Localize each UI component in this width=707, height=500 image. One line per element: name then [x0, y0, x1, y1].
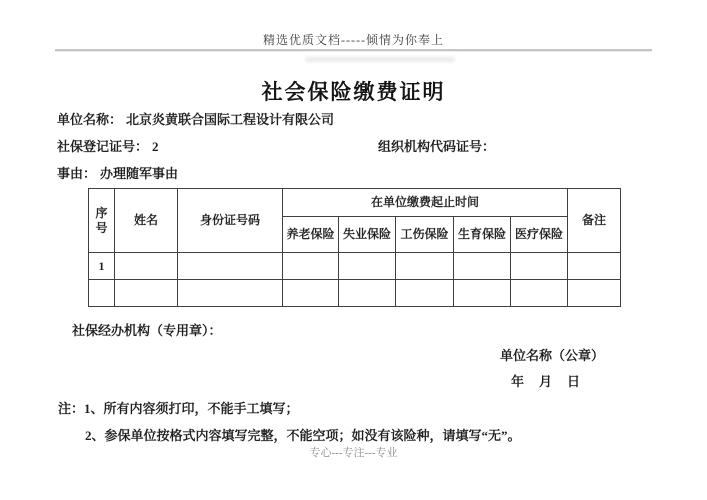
field-unit-name: [57, 109, 334, 128]
cell-remark: [568, 280, 621, 307]
note-line-1: 注：1、所有内容须打印，不能手工填写；: [58, 401, 299, 416]
reason-value: 办理随军事由: [100, 166, 179, 181]
cell-medical: [511, 253, 568, 280]
cell-injury: [396, 280, 454, 307]
cell-pension: [283, 280, 339, 307]
unit-name-value: 北京炎黄联合国际工程设计有限公司: [126, 112, 335, 127]
field-social-security-reg-no: [57, 136, 159, 155]
signature-date-line: 年 月 日: [511, 374, 582, 389]
cell-remark: [568, 253, 621, 280]
field-reason: [57, 163, 178, 182]
col-header-unemployment-insurance: 失业保险: [339, 217, 396, 253]
bottom-watermark: 专心---专注---专业: [309, 447, 398, 459]
cell-pension: [283, 253, 339, 280]
cell-maternity: [454, 280, 511, 307]
col-header-injury-insurance: 工伤保险: [396, 217, 454, 253]
page-title: 社会保险缴费证明: [261, 80, 446, 104]
cell-name: [115, 280, 178, 307]
cell-seq: [89, 280, 115, 307]
reason-label: 事由：: [57, 166, 97, 181]
cell-name: [115, 253, 178, 280]
cell-seq: 1: [89, 253, 115, 280]
cell-unemployment: [339, 253, 396, 280]
col-header-id-number: 身份证号码: [178, 189, 283, 253]
signature-unit-seal: 单位名称（公章）: [500, 348, 605, 363]
header-divider-line: [55, 49, 652, 51]
cell-id-number: [178, 280, 283, 307]
col-header-pension-insurance: 养老保险: [283, 217, 339, 253]
col-header-name: 姓名: [115, 189, 178, 253]
field-org-code-cert-no: [378, 136, 499, 155]
col-header-remark: 备注: [568, 189, 621, 253]
scan-artifact: [305, 57, 455, 62]
unit-name-label: 单位名称：: [57, 112, 123, 127]
payment-table: [88, 188, 621, 307]
table-row: [89, 253, 621, 280]
col-header-seq: 序号: [89, 189, 115, 253]
cell-id-number: [178, 253, 283, 280]
social-security-reg-no-value: 2: [152, 139, 159, 154]
cell-medical: [511, 280, 568, 307]
signature-agency-seal: 社保经办机构（专用章）：: [72, 323, 222, 338]
note-line-2: 2、参保单位按格式内容填写完整，不能空项；如没有该险种，请填写“无”。: [85, 428, 521, 443]
org-code-cert-no-label: 组织机构代码证号：: [378, 139, 496, 154]
cell-maternity: [454, 253, 511, 280]
col-header-payment-period-group: 在单位缴费起止时间: [283, 189, 568, 217]
cell-unemployment: [339, 280, 396, 307]
cell-injury: [396, 253, 454, 280]
col-header-maternity-insurance: 生育保险: [454, 217, 511, 253]
col-header-medical-insurance: 医疗保险: [511, 217, 568, 253]
top-watermark: 精选优质文档-----倾情为你奉上: [263, 33, 444, 47]
table-row: [89, 280, 621, 307]
social-security-reg-no-label: 社保登记证号：: [57, 139, 149, 154]
